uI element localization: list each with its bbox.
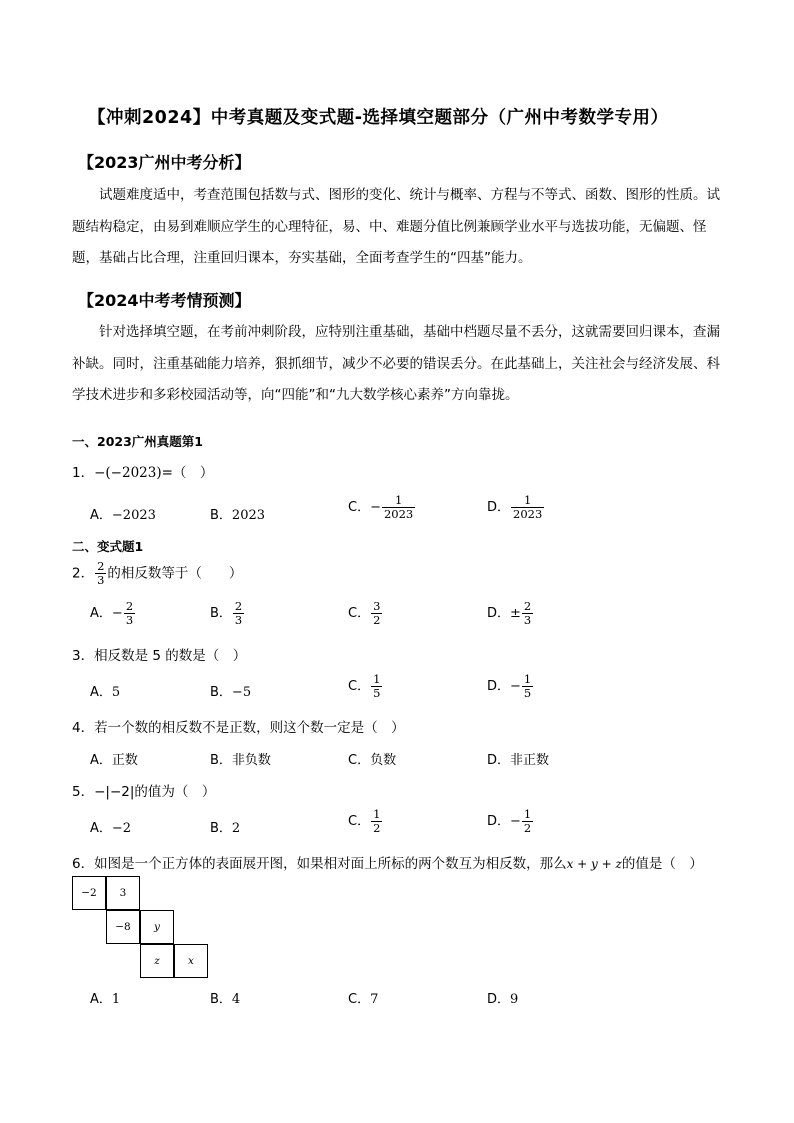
option-a[interactable]: A．−2 — [90, 821, 132, 836]
option-b[interactable]: B．非负数 — [210, 753, 271, 768]
option-d[interactable]: D．− $\frac{1}{2}$ — [487, 807, 532, 835]
option-b[interactable]: B．2 — [210, 821, 241, 836]
option-d[interactable]: D．− $\frac{1}{5}$ — [487, 672, 532, 700]
option-c[interactable]: C． $\frac{1}{5}$ — [348, 672, 381, 700]
question-4: 4．若一个数的相反数不是正数，则这个数一定是（ ） — [72, 720, 405, 736]
option-d[interactable]: D．± $\frac{2}{3}$ — [487, 599, 532, 627]
question-2: 2． $\frac{2}{3}$ 的相反数等于（ ） — [72, 559, 243, 587]
net-cell: x — [174, 944, 208, 978]
net-cell: −8 — [106, 910, 140, 944]
option-c[interactable]: C． $\frac{1}{2}$ — [348, 807, 381, 835]
option-a[interactable]: A．− $\frac{2}{3}$ — [90, 599, 134, 627]
fraction: $\frac{2}{3}$ — [97, 559, 105, 587]
forecast-heading: 【2024中考考情预测】 — [78, 291, 251, 310]
expression: x + y + z — [566, 857, 622, 871]
option-a[interactable]: A．1 — [90, 992, 121, 1007]
question-stem: −(−2023)=（ ） — [94, 465, 214, 481]
net-cell: y — [140, 910, 174, 944]
option-d[interactable]: D．非正数 — [487, 753, 550, 768]
option-c[interactable]: C．7 — [348, 992, 379, 1007]
net-cell: z — [140, 944, 174, 978]
option-c[interactable]: C．负数 — [348, 753, 397, 768]
option-a[interactable]: A．−2023 — [90, 508, 156, 523]
option-b[interactable]: B．4 — [210, 992, 241, 1007]
option-b[interactable]: B．2023 — [210, 508, 266, 523]
option-a[interactable]: A．正数 — [90, 753, 138, 768]
option-c[interactable]: C．− $\frac{1}{2023}$ — [348, 493, 414, 521]
option-a[interactable]: A．5 — [90, 685, 121, 700]
forecast-text: 针对选择填空题，在考前冲刺阶段，应特别注重基础，基础中档题尽量不丢分，这就需要回归课本，查漏补缺。同时，注重基础能力培养，狠抓细节，减少不必要的错误丢分。在此基础上，关注社会与经济发展、科学技术进步和多彩校园活动等，向“四能”和“九大数学核心素养”方向靠拢。 — [72, 324, 720, 403]
document-title: 【冲刺2024】中考真题及变式题-选择填空题部分（广州中考数学专用） — [88, 108, 669, 128]
fraction: $\frac{1}{2023}$ — [383, 493, 414, 521]
net-cell: −2 — [72, 876, 106, 910]
option-d[interactable]: D．9 — [487, 992, 519, 1007]
forecast-paragraph — [72, 317, 724, 412]
section-label: 一、2023广州真题第1 — [72, 434, 203, 449]
question-1 — [72, 461, 213, 481]
analysis-text: 试题难度适中，考查范围包括数与式、图形的变化、统计与概率、方程与不等式、函数、图形的性质。试题结构稳定，由易到难顺应学生的心理特征，易、中、难题分值比例兼顾学业水平与选拔功能，无偏题、怪题，基础占比合理，注重回归课本，夯实基础，全面考查学生的“四基”能力。 — [72, 187, 720, 266]
question-number: 1． — [72, 465, 95, 481]
analysis-paragraph — [72, 180, 724, 275]
section-label: 二、变式题1 — [72, 539, 144, 554]
option-b[interactable]: B．−5 — [210, 685, 252, 700]
analysis-heading: 【2023广州中考分析】 — [78, 153, 251, 172]
question-3: 3．相反数是 5 的数是（ ） — [72, 648, 247, 664]
option-c[interactable]: C． $\frac{3}{2}$ — [348, 599, 381, 627]
option-d[interactable]: D． $\frac{1}{2023}$ — [487, 493, 543, 521]
option-b[interactable]: B． $\frac{2}{3}$ — [210, 599, 243, 627]
fraction: $\frac{1}{2023}$ — [513, 493, 543, 521]
question-5: 5．−|−2|的值为（ ） — [72, 784, 216, 800]
question-6: 6．如图是一个正方体的表面展开图，如果相对面上所标的两个数互为相反数，那么x + y + z的值是（ ） — [72, 856, 703, 872]
net-cell: 3 — [106, 876, 140, 910]
